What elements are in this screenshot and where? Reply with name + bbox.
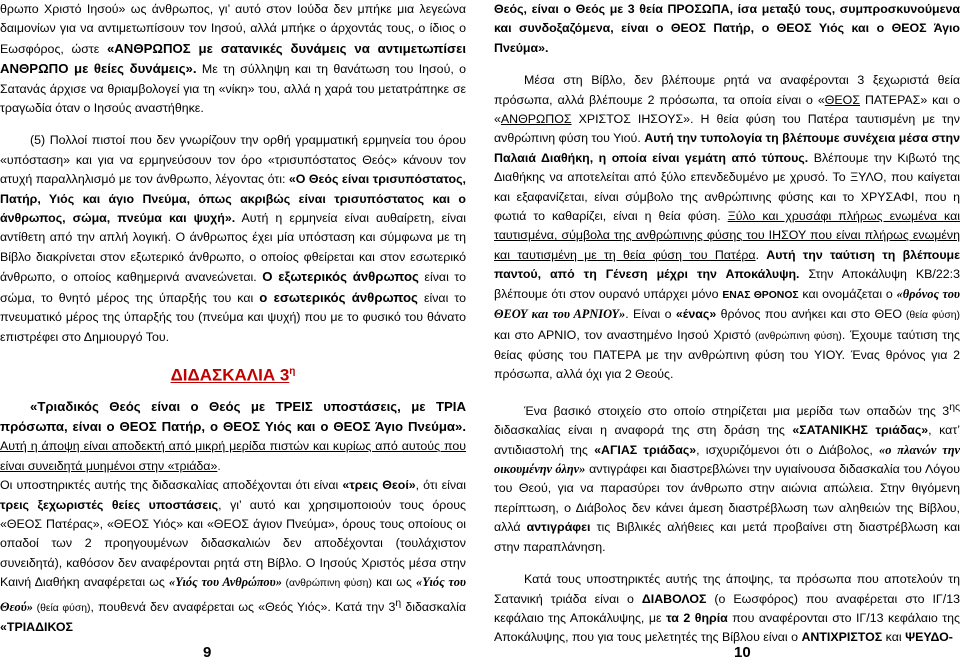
- text-run: Ένα βασικό στοιχείο στο οποίο στηρίζεται μια μερίδα των οπαδών της 3: [524, 403, 950, 418]
- small-run: (ανθρώπινη φύση): [281, 578, 372, 590]
- bold-run: Θεός, είναι ο Θεός με 3 θεία ΠΡΟΣΩΠΑ, ίσα μεταξύ τους, συμπροσκυνούμενα και συνδοξαζόμενα, είναι ο ΘΕΟΣ Πατήρ, ο ΘΕΟΣ Υιός και ο ΘΕΟΣ Άγιο Πνεύμα».: [494, 2, 960, 55]
- bold-run: τρεις ξεχωριστές θείες υποστάσεις: [0, 497, 219, 512]
- text-run: Μέσα στη Βίβλο, δεν βλέπουμε ρητά να αναφέρονται 3 ξεχωριστά θεία πρόσωπα, αλλά βλέπουμε 2 πρόσωπα, τα οποία είναι ο «: [494, 73, 960, 107]
- text-run: και στο ΑΡΝΙΟ, τον αναστημένο Ιησού Χριστό: [494, 327, 751, 342]
- bold-run: «ΑΝΘΡΩΠΟΣ με σατανικές δυνάμεις να αντιμετωπίσει ΑΝΘΡΩΠΟ με θείες δυνάμεις».: [0, 40, 467, 77]
- text-run: θρόνος που ανήκει και στο ΘΕΟ: [716, 307, 903, 322]
- paragraph: [494, 570, 960, 648]
- underlined-run: ΑΝΘΡΩΠΟΣ: [500, 112, 572, 127]
- superscript: ης: [949, 401, 960, 413]
- bold-run: ΨΕΥΔΟ-: [905, 630, 953, 645]
- bold-run: «Τριαδικός Θεός είναι ο Θεός με ΤΡΕΙΣ υποστάσεις, με ΤΡΙΑ πρόσωπα, είναι ο ΘΕΟΣ Πατήρ, ο ΘΕΟΣ Υιός και ο ΘΕΟΣ Άγιο Πνεύμα».: [0, 398, 466, 434]
- text-run: (ο Εωσφόρος) που αναφέρεται στο ΙΓ/13 κεφάλαιο της Αποκάλυψης, με: [494, 591, 960, 625]
- small-run: (θεία φύση): [902, 310, 960, 322]
- paragraph: [0, 476, 466, 637]
- section-heading-superscript: η: [289, 365, 296, 377]
- paragraph-note-5: [0, 131, 466, 346]
- underlined-run: ΘΕΟΣ: [824, 92, 860, 107]
- paragraph: [0, 0, 466, 118]
- small-run: (θεία φύση): [33, 602, 91, 614]
- right-page: [494, 0, 960, 648]
- bold-run: τα 2 θηρία: [666, 610, 728, 625]
- text-run: , ισχυριζόμενοι ότι ο Διάβολος,: [696, 442, 879, 457]
- text-run: ΧΡΙΣΤΟΣ ΙΗΣΟΥΣ». Η θεία φύση του Πατέρα ταυτισμένη με την ανθρώπινη φύση του Υιού.: [494, 112, 960, 146]
- bold-run: «ένας»: [675, 307, 717, 322]
- bold-run: «ΤΡΙΑΔΙΚΟΣ: [0, 620, 73, 635]
- text-run: , γι’ αυτό και χρησιμοποιούν τους όρους «ΘΕΟΣ Πατέρας», «ΘΕΟΣ Υιός» και «ΘΕΟΣ άγιον Πνεύμα», όρους τους οποίους οι οπαδοί των 2 προηγουμένων διδασκαλιών δεν αποδέχονται (τουλάχιστον συνειδητά), καθόσον δεν αναφέρονται ρητά στη Βίβλο. Ο Ιησούς Χριστός μέσα στην Καινή Διαθήκη αναφέρεται ως: [0, 497, 466, 590]
- small-run: (ανθρώπινη φύση): [750, 330, 842, 342]
- italic-quote: «Υιός του Ανθρώπου»: [169, 575, 282, 590]
- text-run: διδασκαλίας είναι η αναφορά της στη δράση της: [494, 423, 793, 438]
- text-run: , πουθενά δεν αναφέρεται ως «Θεός Υιός». Κατά την 3: [90, 599, 396, 614]
- text-run: διδασκαλία: [401, 599, 466, 614]
- bold-run: «Ο Θεός είναι τρισυπόστατος, Πατήρ, Υιός και άγιο Πνεύμα, όπως ακριβώς είναι τρισυπόστατος και ο άνθρωπος, σώμα, πνεύμα και ψυχή».: [0, 172, 466, 226]
- text-run: θρωπο Χριστό Ιησού» ως άνθρωπος, γι’ αυτό στον Ιούδα δεν μπήκε μια λεγεώνα δαιμονίων για να αντιμετωπίσουν τον Ιησού, αλλά μπήκε ο άρχοντάς τους, ο ίδιος ο Εωσφόρος, ώστε: [0, 2, 466, 56]
- text-run: αντιγράφει και διαστρεβλώνει την υγιαίνουσα διδασκαλία του Λόγου του Θεού, για να παρασύρει τον άνθρωπο στην αιώνια απώλεια. Στην θιγόμενη περίπτωση, ο Διάβολος δεν κάνει άμεση διαστρέβλωση των αληθειών της Βίβλου, αλλά: [494, 462, 960, 535]
- section-heading: [0, 361, 466, 387]
- text-run: , ότι είναι: [415, 478, 466, 493]
- italic-quote: «Υιός του Θεού»: [0, 575, 466, 614]
- bold-run: ο εσωτερικός άνθρωπος: [259, 289, 418, 305]
- paragraph: [494, 71, 960, 385]
- text-run: Αυτή η ερμηνεία είναι αυθαίρετη, είναι αντίθετη από την απλή λογική. Ο άνθρωπος έχει μία υπόσταση και σύμφωνα με τη Βίβλο διακρίνεται στον εξωτερικό άνθρωπο, ο οποίος φθείρεται και στον εσωτερικό άνθρωπο, ο οποίος καθημερινά ανανεώνεται.: [0, 211, 467, 285]
- text-run: είναι το σώμα, το θνητό μέρος της ύπαρξής του και: [0, 270, 466, 305]
- text-run: Βλέπουμε την Κιβωτό της Διαθήκης να αποτελείται από ξύλο επενδεδυμένο με χρυσό. Το ΞΥΛΟ, που καίγεται και εξαφανίζεται, είναι σύμβολο της ανθρώπινης φύσης και το ΧΡΥΣΑΦΙ, που η φωτιά το καθαρίζει, είναι η θεία φύση.: [494, 150, 960, 224]
- text-run: και: [882, 630, 906, 645]
- text-run: και ως: [371, 575, 416, 590]
- underlined-run: Ξύλο και χρυσάφι πλήρως ενωμένα και ταυτισμένα, σύμβολα της ανθρώπινης φύσης του ΙΗΣΟΥ που είναι πλήρως ενωμένη και ταυτισμένη με τη θεία φύση του Πατέρα: [494, 209, 960, 262]
- bold-run: αντιγράφει: [526, 520, 591, 535]
- bold-run: Αυτή την ταύτιση τη βλέπουμε παντού, από τη Γένεση μέχρι την Αποκάλυψη.: [494, 247, 960, 282]
- page-number-right: 10: [734, 644, 751, 661]
- text-run: είναι το πνευματικό μέρος της ύπαρξής του (πνεύμα και ψυχή) που με το φυσικό του θάνατο επιστρέφει στο Δημιουργό Του.: [0, 290, 466, 344]
- left-page: [0, 0, 466, 638]
- page-number-left: 9: [203, 644, 212, 661]
- section-heading-text: ΔΙΔΑΣΚΑΛΙΑ 3: [170, 365, 290, 385]
- bold-run: ΔΙΑΒΟΛΟΣ: [641, 591, 707, 606]
- italic-quote: «θρόνος του ΘΕΟΥ και του ΑΡΝΙΟΥ»: [494, 286, 960, 322]
- bold-run: Αυτή την τυπολογία τη βλέπουμε συνέχεια μέσα στην Παλαιά Διαθήκη, η οποία είναι γεμάτη από τύπους.: [494, 131, 960, 165]
- text-run: τις Βιβλικές αλήθειες και μετά προβαίνει στη διαστρέβλωση και στην παραπλάνηση.: [494, 520, 960, 554]
- underlined-run: Αυτή η άποψη είναι αποδεκτή από μικρή μερίδα πιστών και κυρίως από αυτούς που είναι συνειδητά μυημένοι στην «τριάδα»: [0, 439, 466, 473]
- bold-run: «ΣΑΤΑΝΙΚΗΣ τριάδας»: [792, 423, 929, 438]
- text-run: Κατά τους υποστηρικτές αυτής της άποψης, τα πρόσωπα που αποτελούν τη Σατανική τριάδα είναι ο: [494, 572, 960, 606]
- bold-run: Ο εξωτερικός άνθρωπος: [262, 269, 419, 285]
- text-run: Στην Αποκάλυψη ΚΒ/22:3 βλέπουμε ότι στον ουρανό υπάρχει μόνο: [494, 267, 960, 301]
- text-run: . Είναι ο: [625, 307, 676, 322]
- bold-run: «ΑΓΙΑΣ τριάδας»: [594, 442, 697, 457]
- bold-run: ΕΝΑΣ ΘΡΟΝΟΣ: [722, 289, 799, 301]
- text-run: Οι υποστηρικτές αυτής της διδασκαλίας αποδέχονται ότι είναι: [0, 478, 343, 493]
- bold-run: «τρεις Θεοί»: [342, 478, 416, 493]
- red-period: .: [217, 458, 221, 473]
- bold-run: ΑΝΤΙΧΡΙΣΤΟΣ: [801, 630, 883, 645]
- paragraph: [0, 397, 466, 477]
- text-run: Με τη σύλληψη και τη θανάτωση του Ιησού, ο Σατανάς άρχισε να θριαμβολογεί για τη «νίκη» του, αλλά η χαρά του μετατράπηκε σε τραγωδία όταν ο Ιησούς αναστήθηκε.: [0, 62, 466, 116]
- superscript: η: [395, 597, 402, 609]
- paragraph: [494, 398, 960, 557]
- text-run: που αναφέρονται στο ΙΓ/13 κεφάλαιο της Αποκάλυψης, που για τους μελετητές της Βίβλου είναι ο: [494, 610, 960, 645]
- paragraph: [494, 0, 960, 58]
- text-run: . Έχουμε ταύτιση της θείας φύσης του ΠΑΤΕΡΑ με την ανθρώπινη φύση του ΥΙΟΥ. Ένας θρόνος για 2 πρόσωπα, αλλά όχι για 2 Θεούς.: [494, 327, 960, 382]
- italic-quote: «ο πλανών την οικουμένην όλην»: [494, 442, 960, 477]
- text-run: (5) Πολλοί πιστοί που δεν γνωρίζουν την ορθή γραμματική ερμηνεία του όρου «υπόσταση» και για να ερμηνεύσουν τον όρο «τρισυπόστατος Θεός» κάνουν τον ατυχή παραλληλισμό με τον άνθρωπο, λέγοντας ότι:: [0, 133, 466, 187]
- text-run: .: [755, 247, 767, 262]
- text-run: , κατ’ αντιδιαστολή της: [494, 423, 960, 457]
- text-run: ΠΑΤΕΡΑΣ» και ο «: [494, 92, 960, 127]
- text-run: και ονομάζεται ο: [798, 286, 897, 301]
